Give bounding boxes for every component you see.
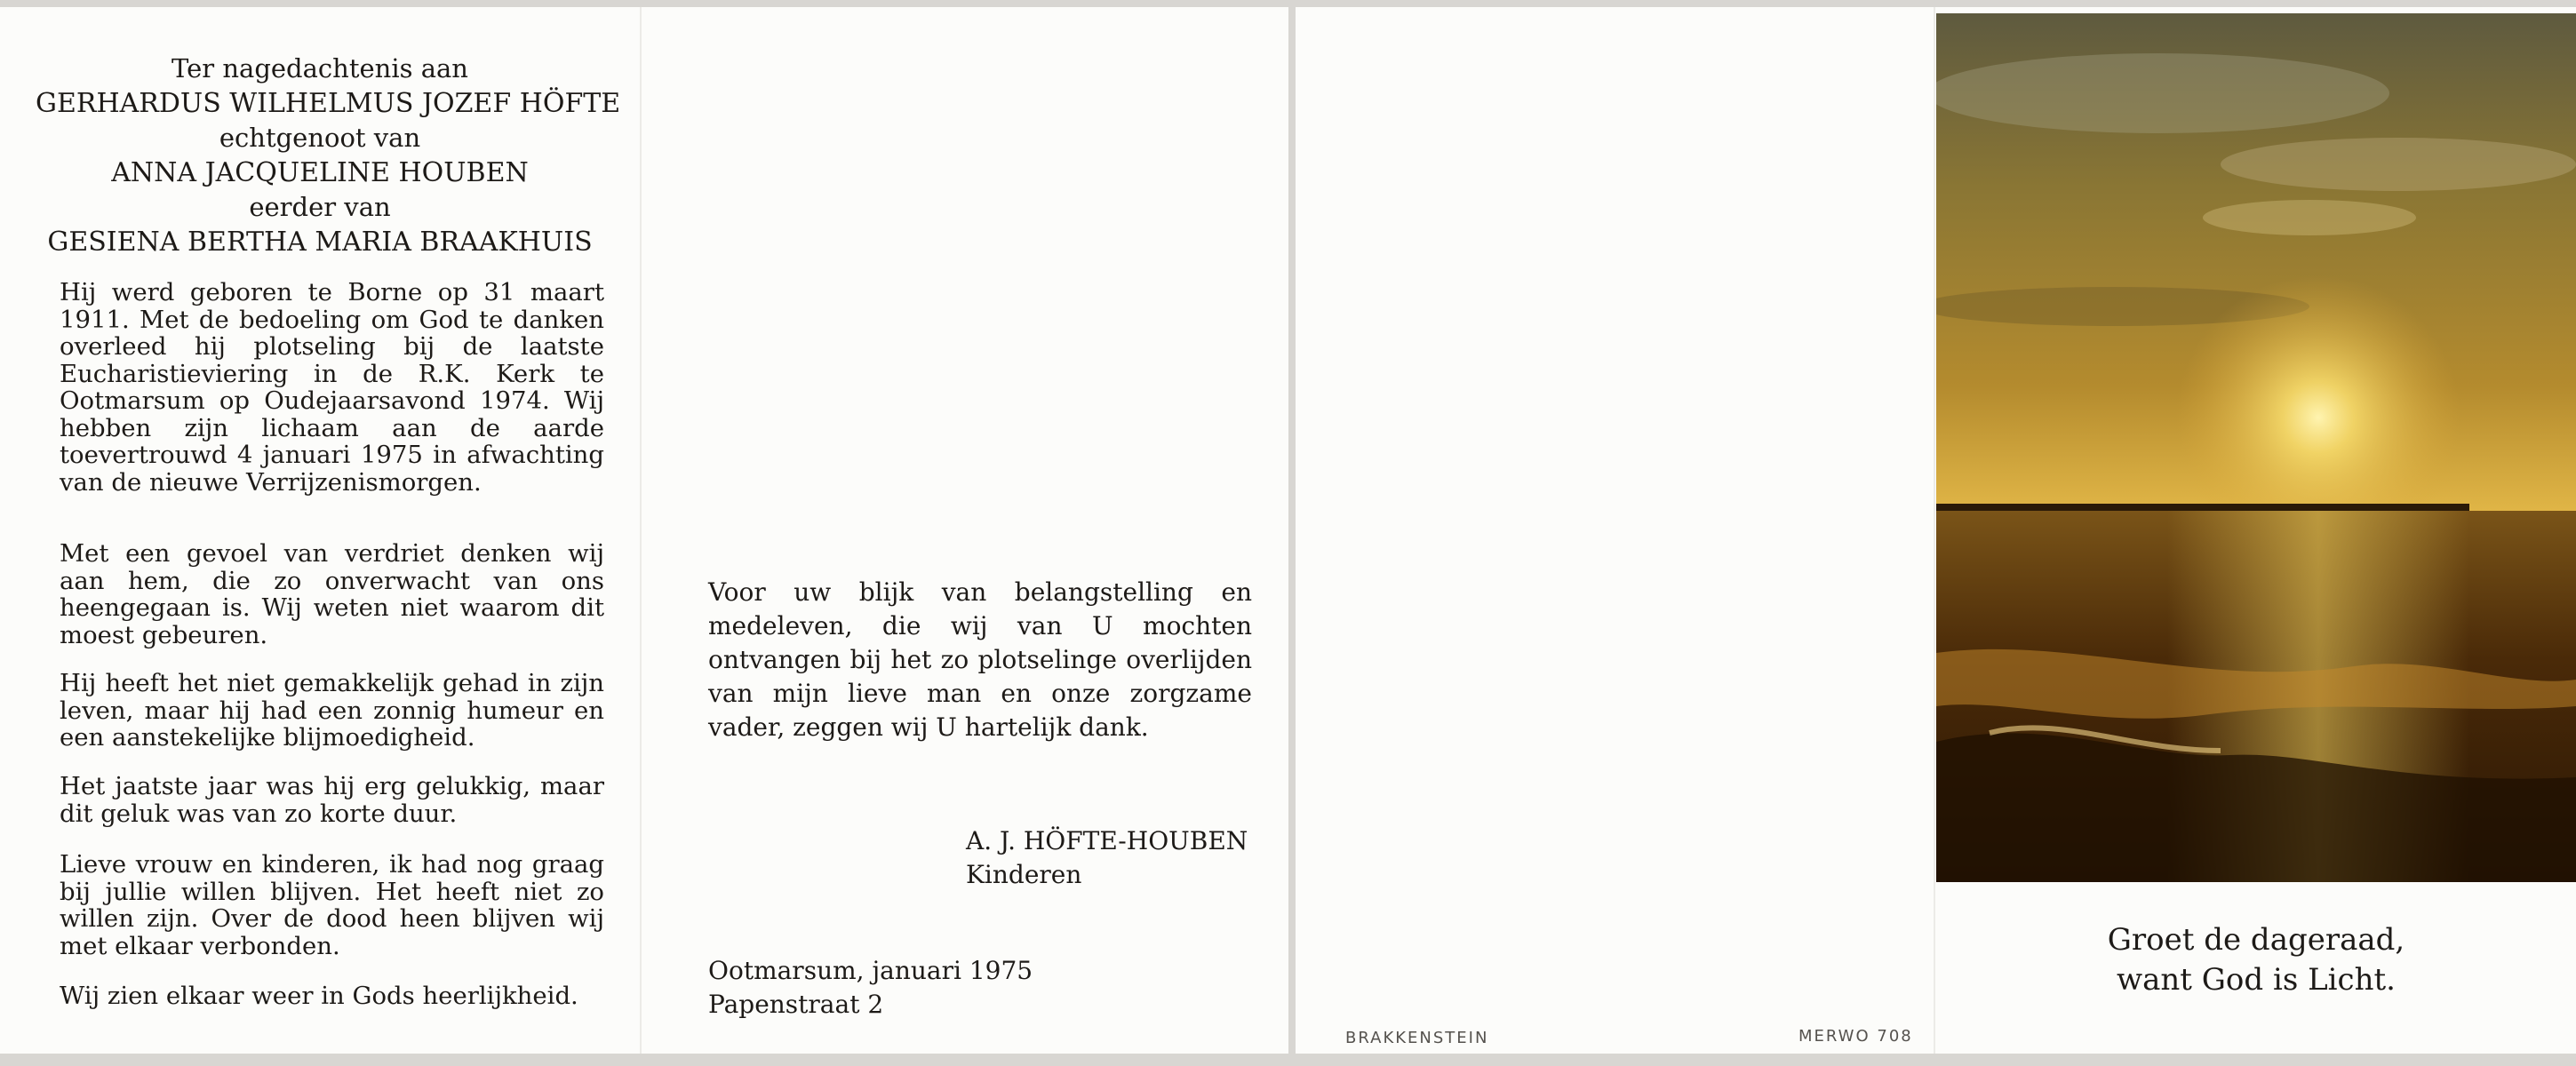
header-intro: Ter nagedachtenis aan <box>171 53 468 84</box>
thanks-paragraph: Voor uw blijk van belangstelling en medeleven, die wij van U mochten ontvangen bij het zo plotselinge overlijden van mijn lieve man en onze zorgzame vader, zeggen wij U hartelijk dank. <box>708 577 1252 742</box>
header-spouse-label: echtgenoot van <box>219 123 421 153</box>
biography-paragraph: Hij werd geboren te Borne op 31 maart 1911. Met de bedoeling om God te danken overleed hij plotseling bij de laatste Eucharistieviering in de R.K. Kerk te Ootmarsum op Oudejaarsavond 1974. Wij hebben zijn lichaam aan de aarde toevertrouwd 4 januari 1975 in afwachting van de nieuwe Verrijzenismorgen. <box>60 278 604 497</box>
former-spouse-name: GESIENA BERTHA MARIA BRAAKHUIS <box>47 227 593 258</box>
header-former-label: eerder van <box>249 192 391 222</box>
last-year-paragraph: Het jaatste jaar was hij erg gelukkig, maar dit geluk was van zo korte duur. <box>60 772 604 828</box>
card-fold <box>1934 7 1935 1054</box>
signature-name: A. J. HÖFTE-HOUBEN <box>966 826 1248 855</box>
memory-paragraph: Met een gevoel van verdriet denken wij aan hem, die zo onverwacht van ons heengegaan is. Wij weten niet waarom dit moest gebeuren. <box>60 539 604 649</box>
closing-paragraph: Wij zien elkaar weer in Gods heerlijkheid. <box>60 982 578 1010</box>
spouse-name: ANNA JACQUELINE HOUBEN <box>111 157 529 188</box>
sunset-illustration <box>1936 13 2576 882</box>
memorial-card-inside <box>0 7 1288 1054</box>
signature-children: Kinderen <box>966 860 1082 889</box>
farewell-paragraph: Lieve vrouw en kinderen, ik had nog graag bij jullie willen blijven. Het heeft niet zo willen zijn. Over de dood heen blijven wij met elkaar verbonden. <box>60 850 604 960</box>
character-paragraph: Hij heeft het niet gemakkelijk gehad in zijn leven, maar hij had een zonnig humeur en een aanstekelijke blijmoedigheid. <box>60 669 604 752</box>
memorial-card-outside <box>1296 7 2576 1054</box>
printer-name: BRAKKENSTEIN <box>1345 1029 1489 1047</box>
print-code: MERWO 708 <box>1798 1027 1913 1046</box>
address: Papenstraat 2 <box>708 990 884 1019</box>
motto-line-2: want God is Licht. <box>2117 962 2396 998</box>
memorial-header <box>36 52 621 259</box>
place-date: Ootmarsum, januari 1975 <box>708 956 1033 985</box>
deceased-name: GERHARDUS WILHELMUS JOZEF HÖFTE <box>36 88 621 119</box>
sunset-sea-photo <box>1936 13 2576 882</box>
motto-line-1: Groet de dageraad, <box>2107 922 2405 958</box>
card-fold <box>640 7 642 1054</box>
